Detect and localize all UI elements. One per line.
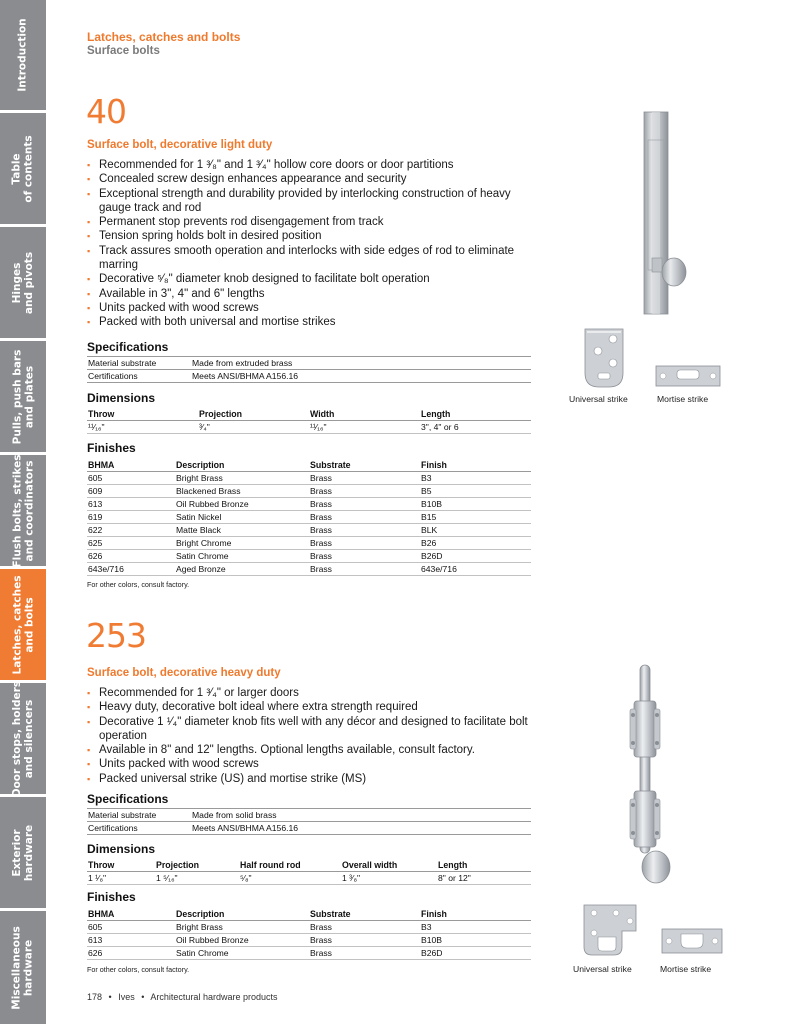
caption-mortise-strike: Mortise strike [660,964,712,974]
table-cell: Aged Bronze [175,562,309,575]
table-row [87,871,531,884]
table-row [87,933,531,946]
column-header: Width [309,408,420,420]
table-cell: Brass [309,523,420,536]
table-header-row [87,908,531,920]
column-header: Projection [198,408,309,420]
table-row [87,809,531,822]
caption-universal-strike: Universal strike [573,964,632,974]
table-cell: Bright Brass [175,920,309,933]
mortise-strike-image [661,928,723,954]
table-cell: 3", 4" or 6 [420,420,531,433]
table-header-row [87,859,531,871]
caption-mortise-strike: Mortise strike [657,394,709,404]
feature-item: ▪ Units packed with wood screws [87,757,542,771]
table-row [87,549,531,562]
spec-label: Material substrate [87,809,191,822]
dimensions-table [87,408,531,434]
table-row [87,484,531,497]
finishes-table [87,459,531,576]
table-cell: 625 [87,536,175,549]
table-cell: 609 [87,484,175,497]
product-title: Surface bolt, decorative light duty [87,139,273,151]
mortise-strike-image [655,365,721,387]
table-cell: 613 [87,497,175,510]
table-cell: Brass [309,536,420,549]
column-header: BHMA [87,459,175,471]
table-row [87,946,531,959]
table-row [87,370,531,383]
feature-item: ▪ Units packed with wood screws [87,301,542,315]
table-cell: B3 [420,920,531,933]
dimensions-heading: Dimensions [87,391,156,405]
column-header: Half round rod [239,859,341,871]
feature-item: ▪ Decorative ⁵⁄₈" diameter knob designed to facilitate bolt operation [87,272,542,286]
tab-label: Door stops, holders and silencers [11,680,36,797]
footer-separator: • [108,992,112,1002]
table-cell: Bright Brass [175,471,309,484]
feature-item: ▪ Permanent stop prevents rod disengagement from track [87,215,542,229]
table-cell: ¹¹⁄₁₆" [309,420,420,433]
table-cell: 605 [87,920,175,933]
table-cell: Brass [309,497,420,510]
spec-label: Material substrate [87,357,191,370]
footer-separator: • [141,992,145,1002]
finishes-table [87,908,531,960]
spec-value: Made from solid brass [191,809,531,822]
surface-bolt-253-image [622,663,672,887]
table-cell: 619 [87,510,175,523]
table-row [87,562,531,575]
page-footer [87,992,281,1002]
table-cell: 1 ¹⁄₈" [87,871,155,884]
column-header: Description [175,459,309,471]
table-cell: B15 [420,510,531,523]
table-cell: 626 [87,946,175,959]
universal-strike-image [583,327,625,389]
table-row [87,497,531,510]
table-header-row [87,459,531,471]
tab-exterior-hardware[interactable] [0,797,46,911]
column-header: Projection [155,859,239,871]
table-cell: BLK [420,523,531,536]
tab-table-of-contents[interactable] [0,113,46,227]
column-header: Throw [87,408,198,420]
specifications-heading: Specifications [87,792,169,806]
table-cell: 622 [87,523,175,536]
table-cell: B5 [420,484,531,497]
surface-bolt-40-image [630,110,690,320]
tab-latches-catches-bolts[interactable] [0,569,46,683]
finishes-heading: Finishes [87,890,136,904]
feature-item: ▪ Available in 8" and 12" lengths. Optional lengths available, consult factory. [87,743,542,757]
table-cell: Brass [309,946,420,959]
table-cell: Brass [309,920,420,933]
table-cell: B3 [420,471,531,484]
section-tab-strip [0,0,46,1024]
table-cell: 613 [87,933,175,946]
specifications-table [87,356,531,383]
column-header: Substrate [309,459,420,471]
dimensions-heading: Dimensions [87,842,156,856]
table-cell: 1 ⁵⁄₁₆" [155,871,239,884]
table-cell: 605 [87,471,175,484]
table-row [87,822,531,835]
tab-label: Introduction [17,18,30,92]
caption-universal-strike: Universal strike [569,394,628,404]
tab-label: Miscellaneous hardware [11,925,35,1010]
table-cell: Satin Chrome [175,946,309,959]
column-header: Description [175,908,309,920]
table-cell: 626 [87,549,175,562]
tab-pulls-push-bars[interactable] [0,341,46,455]
footnote: For other colors, consult factory. [87,965,190,974]
feature-item: ▪ Decorative 1 ¹⁄₄" diameter knob fits well with any décor and designed to facilitate bolt operation [87,715,542,744]
column-header: Overall width [341,859,437,871]
table-cell: B26D [420,549,531,562]
feature-item: ▪ Packed with both universal and mortise strikes [87,315,542,329]
subcategory-heading: Surface bolts [87,45,160,57]
table-cell: Oil Rubbed Bronze [175,933,309,946]
spec-value: Meets ANSI/BHMA A156.16 [191,822,531,835]
table-cell: Satin Nickel [175,510,309,523]
column-header: Length [420,408,531,420]
table-cell: Brass [309,933,420,946]
table-row [87,523,531,536]
table-cell: ⁵⁄₈" [239,871,341,884]
feature-item: ▪ Tension spring holds bolt in desired position [87,229,542,243]
table-cell: Brass [309,549,420,562]
model-number: 253 [86,616,146,655]
table-row [87,920,531,933]
footnote: For other colors, consult factory. [87,580,190,589]
table-cell: Satin Chrome [175,549,309,562]
table-cell: Bright Chrome [175,536,309,549]
column-header: Finish [420,908,531,920]
tab-label: Hinges and pivots [11,251,35,314]
footer-section: Architectural hardware products [150,992,278,1002]
tab-label: Exterior hardware [11,824,35,881]
column-header: Length [437,859,531,871]
table-row [87,471,531,484]
tab-hinges-and-pivots[interactable] [0,227,46,341]
feature-item: ▪ Recommended for 1 ³⁄₈" and 1 ³⁄₄" hollow core doors or door partitions [87,158,542,172]
specifications-table [87,808,531,835]
table-cell: 643e/716 [420,562,531,575]
model-number: 40 [86,92,126,131]
table-cell: Brass [309,510,420,523]
column-header: BHMA [87,908,175,920]
column-header: Finish [420,459,531,471]
footer-brand: Ives [118,992,135,1002]
tab-introduction[interactable] [0,0,46,113]
column-header: Substrate [309,908,420,920]
spec-label: Certifications [87,370,191,383]
table-cell: Blackened Brass [175,484,309,497]
category-heading: Latches, catches and bolts [87,30,241,44]
spec-label: Certifications [87,822,191,835]
table-row [87,420,531,433]
table-cell: B26 [420,536,531,549]
feature-item: ▪ Exceptional strength and durability provided by interlocking construction of heavy gauge track and rod [87,187,542,216]
feature-item: ▪ Available in 3", 4" and 6" lengths [87,287,542,301]
product-title: Surface bolt, decorative heavy duty [87,667,281,679]
table-cell: Brass [309,562,420,575]
feature-item: ▪ Heavy duty, decorative bolt ideal where extra strength required [87,700,542,714]
tab-miscellaneous-hardware[interactable] [0,911,46,1024]
table-row [87,357,531,370]
table-cell: B10B [420,497,531,510]
table-cell: Brass [309,484,420,497]
spec-value: Meets ANSI/BHMA A156.16 [191,370,531,383]
feature-item: ▪ Track assures smooth operation and interlocks with side edges of rod to eliminate marring [87,244,542,273]
tab-label: Flush bolts, strikes and coordinators [11,454,35,567]
specifications-heading: Specifications [87,340,169,354]
feature-list [87,158,542,330]
table-cell: ¹¹⁄₁₆" [87,420,198,433]
feature-list [87,686,542,786]
table-cell: B10B [420,933,531,946]
table-cell: 8" or 12" [437,871,531,884]
tab-door-stops[interactable] [0,680,46,797]
table-cell: Matte Black [175,523,309,536]
table-cell: 643e/716 [87,562,175,575]
table-cell: B26D [420,946,531,959]
table-cell: 1 ³⁄₈" [341,871,437,884]
table-cell: Oil Rubbed Bronze [175,497,309,510]
table-row [87,510,531,523]
table-cell: ³⁄₄" [198,420,309,433]
table-header-row [87,408,531,420]
column-header: Throw [87,859,155,871]
universal-strike-image [582,903,638,957]
tab-label: Pulls, push bars and plates [11,349,36,444]
feature-item: ▪ Packed universal strike (US) and mortise strike (MS) [87,772,542,786]
finishes-heading: Finishes [87,441,136,455]
feature-item: ▪ Concealed screw design enhances appearance and security [87,172,542,186]
tab-label: Table of contents [11,134,35,203]
table-row [87,536,531,549]
tab-flush-bolts[interactable] [0,455,46,569]
feature-item: ▪ Recommended for 1 ³⁄₄" or larger doors [87,686,542,700]
dimensions-table [87,859,531,885]
tab-label: Latches, catches and bolts [11,575,36,674]
table-cell: Brass [309,471,420,484]
page-number: 178 [87,992,103,1002]
spec-value: Made from extruded brass [191,357,531,370]
